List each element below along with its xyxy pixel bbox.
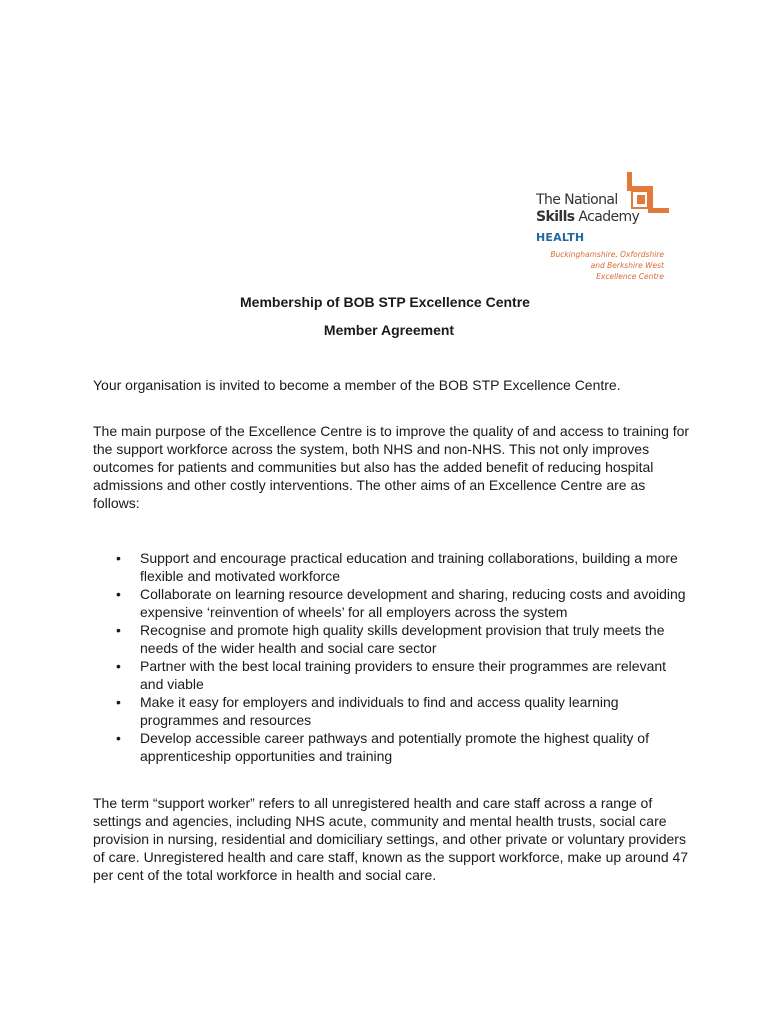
bullet-icon: • (116, 550, 121, 566)
bullet-icon: • (116, 622, 121, 638)
document-subtitle: Member Agreement (323, 322, 455, 338)
logo-subtitle-line3: Excellence Centre (596, 272, 664, 281)
aims-list (93, 549, 693, 765)
logo-name-rest: Academy (574, 209, 640, 225)
logo-health-label: HEALTH (536, 231, 585, 244)
list-item (93, 549, 693, 585)
crop-frame-logo-icon (596, 172, 672, 224)
document-title: Membership of BOB STP Excellence Centre (240, 294, 530, 310)
logo-name-bold: Skills (536, 209, 575, 225)
list-item-text: Collaborate on learning resource development and sharing, reducing costs and avoiding expensive ‘reinvention of wheels’ for all employers across the system (140, 586, 686, 620)
list-item (93, 693, 693, 729)
list-item (93, 621, 693, 657)
support-worker-paragraph: The term “support worker” refers to all unregistered health and care staff across a range of settings and agencies, including NHS acute, community and mental health trusts, social care provision in nursing, residential and domiciliary settings, and other private or voluntary providers of care. Unregistered health and care staff, known as the support workforce, make up around 47 per cent of the total workforce in health and social care. (93, 795, 689, 883)
list-item-text: Partner with the best local training providers to ensure their programmes are relevant and viable (140, 658, 667, 692)
logo-subtitle-line1: Buckinghamshire, Oxfordshire (550, 250, 664, 259)
list-item-text: Develop accessible career pathways and potentially promote the highest quality of apprenticeship opportunities and training (140, 730, 649, 764)
purpose-paragraph: The main purpose of the Excellence Centre is to improve the quality of and access to training for the support workforce across the system, both NHS and non-NHS. This not only improves outcomes for patients and communities but also has the added benefit of reducing hospital admissions and other costly interventions. The other aims of an Excellence Centre are as follows: (93, 423, 690, 511)
list-item-text: Make it easy for employers and individuals to find and access quality learning programmes and resources (140, 694, 619, 728)
list-item-text: Recognise and promote high quality skills development provision that truly meets the needs of the wider health and social care sector (140, 622, 665, 656)
list-item (93, 657, 693, 693)
list-item-text: Support and encourage practical education and training collaborations, building a more flexible and motivated workforce (140, 550, 678, 584)
bullet-icon: • (116, 658, 121, 674)
bullet-icon: • (116, 694, 121, 710)
bullet-icon: • (116, 586, 121, 602)
bullet-icon: • (116, 730, 121, 746)
list-item (93, 729, 693, 765)
logo-subtitle-line2: and Berkshire West (590, 261, 664, 270)
logo-name-line1: The National (536, 192, 618, 208)
list-item (93, 585, 693, 621)
intro-paragraph: Your organisation is invited to become a member of the BOB STP Excellence Centre. (93, 377, 621, 393)
